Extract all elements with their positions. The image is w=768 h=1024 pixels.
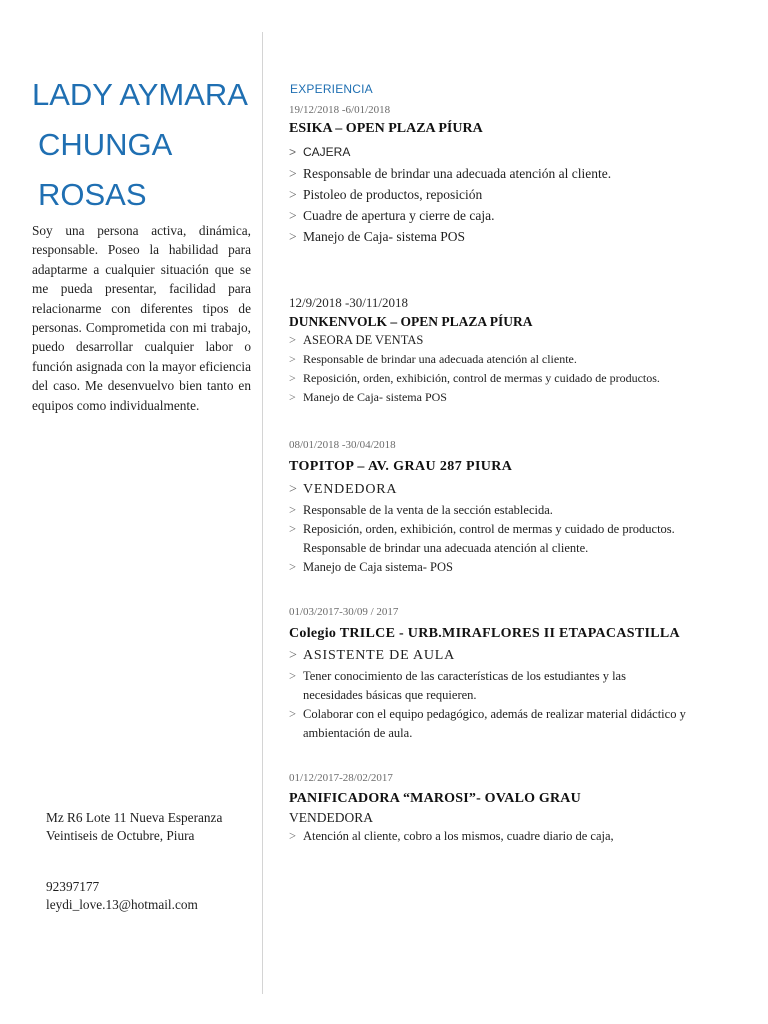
duty-item	[289, 667, 683, 705]
job-role-label: ASEORA DE VENTAS	[303, 333, 424, 347]
duty-text: Pistoleo de productos, reposición	[303, 187, 483, 202]
bullet-arrow-icon: >	[289, 503, 297, 517]
bullet-arrow-icon: >	[289, 707, 297, 721]
duty-item	[289, 705, 733, 743]
job-entry	[289, 295, 749, 407]
job-company: DUNKENVOLK – OPEN PLAZA PÍURA	[289, 314, 533, 329]
applicant-name	[32, 70, 248, 220]
duty-item	[289, 163, 749, 184]
bullet-arrow-icon: >	[289, 829, 297, 843]
profile-summary: Soy una persona activa, dinámica, responsable. Poseo la habilidad para adaptarme a cualquier situación que se me pueda presentar, facilidad para relacionarme con diferentes tipos de personas. Comprometida con mi trabajo, puedo desarrollar cualquier labor o función asignada con la mayor eficiencia del caso. Me desenvuelvo bien tanto en equipos como individualmente.	[32, 223, 251, 413]
job-date: 01/03/2017-30/09 / 2017	[289, 606, 399, 618]
bullet-arrow-icon: >	[289, 522, 297, 536]
bullet-arrow-icon: >	[289, 371, 296, 385]
duty-text: Colaborar con el equipo pedagógico, además de realizar material didáctico y ambientación de aula.	[303, 707, 686, 740]
job-entry	[289, 438, 749, 577]
duty-item	[289, 226, 749, 247]
email-address[interactable]: leydi_love.13@hotmail.com	[46, 897, 198, 912]
bullet-arrow-icon: >	[289, 390, 296, 404]
duty-text: Tener conocimiento de las características de los estudiantes y las necesidades básicas que requieren.	[303, 669, 626, 702]
job-company: ESIKA – OPEN PLAZA PÍURA	[289, 121, 483, 136]
job-role	[289, 479, 749, 501]
job-date: 19/12/2018 -6/01/2018	[289, 104, 391, 116]
duty-item	[289, 520, 735, 558]
duty-item	[289, 501, 749, 520]
job-role	[289, 331, 749, 350]
job-company: TOPITOP – AV. GRAU 287 PIURA	[289, 459, 513, 474]
bullet-arrow-icon: >	[289, 560, 297, 574]
bullet-arrow-icon: >	[289, 333, 297, 347]
bullet-arrow-icon: >	[289, 208, 297, 223]
bullet-arrow-icon: >	[289, 482, 298, 497]
experience-heading: EXPERIENCIA	[290, 82, 373, 96]
job-date: 01/12/2017-28/02/2017	[289, 772, 393, 784]
bullet-arrow-icon: >	[289, 187, 297, 202]
duty-text: Cuadre de apertura y cierre de caja.	[303, 208, 495, 223]
job-duties	[289, 501, 749, 577]
bullet-arrow-icon: >	[289, 166, 297, 181]
phone-number: 92397177	[46, 879, 100, 894]
duty-text: Atención al cliente, cobro a los mismos, cuadre diario de caja,	[303, 829, 614, 843]
duty-item	[289, 184, 749, 205]
duty-item	[289, 827, 749, 846]
job-duties	[289, 667, 749, 743]
job-duties	[289, 350, 749, 407]
duty-text: Reposición, orden, exhibición, control de mermas y cuidado de productos.	[303, 371, 660, 385]
bullet-arrow-icon: >	[289, 352, 296, 366]
job-role	[289, 141, 749, 163]
job-entry	[289, 605, 749, 743]
duty-text: Reposición, orden, exhibición, control de mermas y cuidado de productos. Responsable de brindar una adecuada atención al cliente.	[303, 522, 675, 555]
name-line-2: CHUNGA	[38, 127, 173, 162]
job-duties	[289, 163, 749, 247]
duty-text: Manejo de Caja sistema- POS	[303, 560, 453, 574]
duty-text: Manejo de Caja- sistema POS	[303, 229, 465, 244]
job-date: 08/01/2018 -30/04/2018	[289, 439, 396, 451]
bullet-arrow-icon: >	[289, 669, 297, 683]
job-role-label: CAJERA	[303, 145, 351, 159]
duty-item	[289, 369, 749, 388]
duty-text: Manejo de Caja- sistema POS	[303, 390, 447, 404]
duty-text: Responsable de brindar una adecuada atención al cliente.	[303, 166, 612, 181]
job-role-label: ASISTENTE DE AULA	[303, 648, 456, 663]
address-line-2: Veintiseis de Octubre, Piura	[46, 828, 195, 843]
job-role	[289, 645, 749, 667]
contact-details	[46, 878, 198, 914]
job-entry	[289, 103, 749, 247]
duty-item	[289, 350, 749, 369]
column-divider	[262, 32, 263, 994]
contact-address	[46, 809, 222, 845]
job-entry	[289, 771, 749, 846]
bullet-arrow-icon: >	[289, 145, 297, 159]
bullet-arrow-icon: >	[289, 648, 298, 663]
name-line-1: LADY AYMARA	[32, 77, 248, 112]
duty-text: Responsable de brindar una adecuada atención al cliente.	[303, 352, 577, 366]
job-duties	[289, 827, 749, 846]
job-date: 12/9/2018 -30/11/2018	[289, 295, 409, 310]
job-role: VENDEDORA	[289, 810, 373, 825]
duty-item	[289, 205, 749, 226]
duty-text: Responsable de la venta de la sección establecida.	[303, 503, 553, 517]
name-line-3: ROSAS	[38, 177, 147, 212]
duty-item	[289, 558, 749, 577]
address-line-1: Mz R6 Lote 11 Nueva Esperanza	[46, 810, 223, 825]
duty-item	[289, 388, 749, 407]
job-company: Colegio TRILCE - URB.MIRAFLORES II ETAPACASTILLA	[289, 626, 680, 641]
bullet-arrow-icon: >	[289, 229, 297, 244]
job-role-label: VENDEDORA	[303, 482, 398, 497]
job-company: PANIFICADORA “MAROSI”- OVALO GRAU	[289, 791, 581, 806]
